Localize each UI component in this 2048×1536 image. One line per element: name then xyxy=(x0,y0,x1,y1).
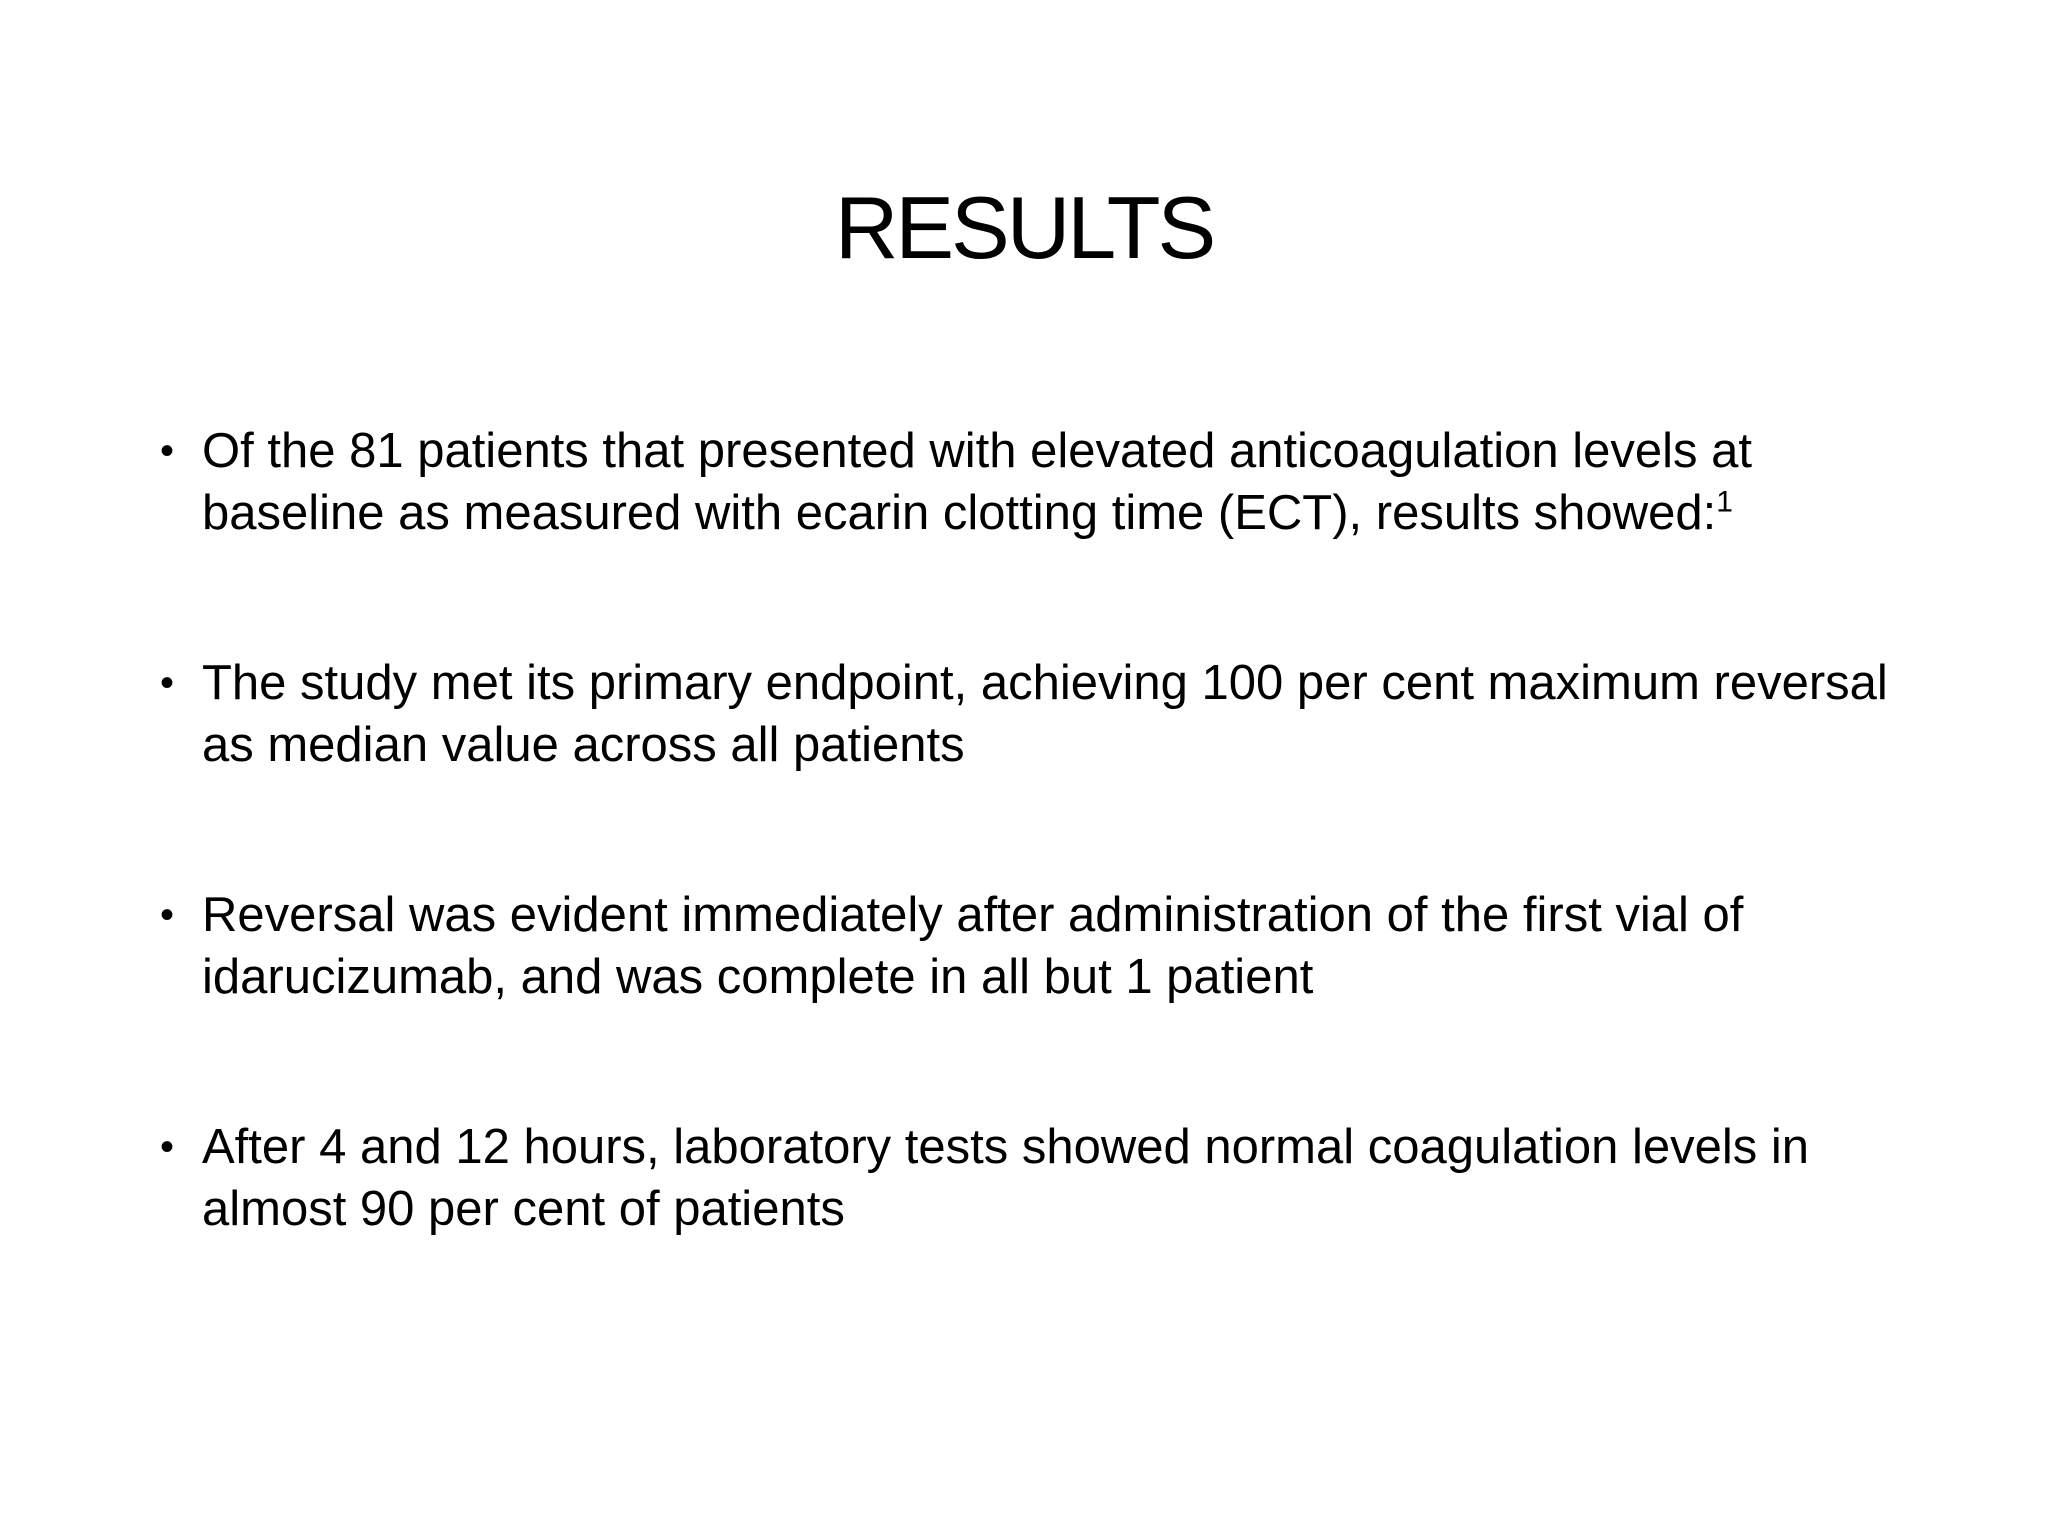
bullet-text-3: Reversal was evident immediately after administration of the first vial of idarucizumab, and was complete in all but 1 patient xyxy=(202,888,1744,1004)
bullet-text-1: Of the 81 patients that presented with elevated anticoagulation levels at baseline as measured with ecarin clotting time (ECT), results showed: xyxy=(202,424,1752,540)
bullet-item-3 xyxy=(160,884,1920,1008)
footnote-marker: 1 xyxy=(1716,485,1733,519)
bullet-dot-icon: • xyxy=(160,429,175,473)
bullet-item-2 xyxy=(160,652,1920,776)
bullet-item-4 xyxy=(160,1116,1920,1240)
bullet-text-2: The study met its primary endpoint, achieving 100 per cent maximum reversal as median value across all patients xyxy=(202,656,1888,772)
bullet-item-1 xyxy=(160,420,1920,544)
slide-title: RESULTS xyxy=(834,178,1214,277)
bullet-text-4: After 4 and 12 hours, laboratory tests showed normal coagulation levels in almost 90 per cent of patients xyxy=(202,1120,1810,1236)
bullet-dot-icon: • xyxy=(160,1125,175,1169)
bullet-dot-icon: • xyxy=(160,661,175,705)
bullet-dot-icon: • xyxy=(160,893,175,937)
bullet-list xyxy=(160,420,1920,1240)
